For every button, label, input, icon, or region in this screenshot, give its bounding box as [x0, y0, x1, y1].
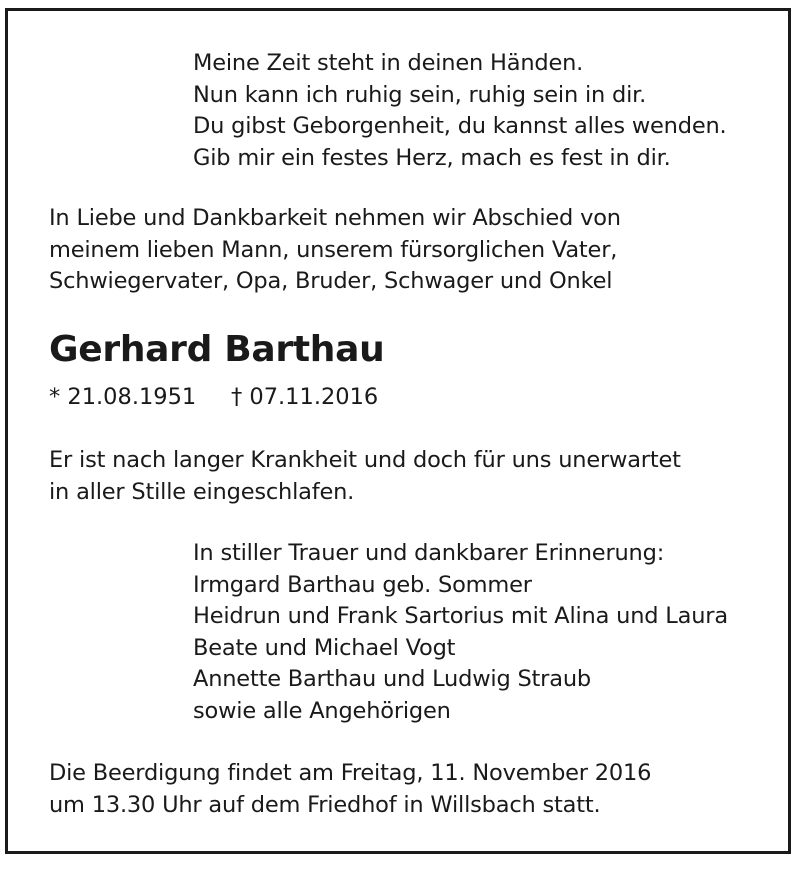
funeral-info	[49, 758, 651, 821]
poem-line: Meine Zeit steht in deinen Händen.	[193, 50, 584, 76]
farewell-line: Schwiegervater, Opa, Bruder, Schwager und Onkel	[49, 268, 613, 294]
deceased-name: Gerhard Barthau	[49, 329, 385, 370]
farewell-text	[49, 203, 621, 298]
passing-text	[49, 445, 681, 508]
poem-verse	[193, 48, 726, 174]
birth-date: * 21.08.1951	[49, 384, 197, 410]
poem-line: Du gibst Geborgenheit, du kannst alles wenden.	[193, 113, 727, 139]
mourner-name: Beate und Michael Vogt	[193, 634, 456, 661]
funeral-line: Die Beerdigung findet am Freitag, 11. November 2016	[49, 760, 652, 786]
farewell-line: meinem lieben Mann, unserem fürsorglichen Vater,	[49, 236, 618, 263]
poem-line: Gib mir ein festes Herz, mach es fest in dir.	[193, 144, 671, 171]
mourners-intro: In stiller Trauer und dankbarer Erinnerung:	[193, 540, 665, 566]
mourner-name: sowie alle Angehörigen	[193, 697, 451, 724]
passing-line: in aller Stille eingeschlafen.	[49, 478, 355, 505]
passing-line: Er ist nach langer Krankheit und doch für uns unerwartet	[49, 447, 681, 473]
mourners-list	[193, 538, 728, 727]
mourner-name: Heidrun und Frank Sartorius mit Alina und Laura	[193, 603, 728, 629]
farewell-line: In Liebe und Dankbarkeit nehmen wir Abschied von	[49, 205, 621, 231]
mourner-name: Irmgard Barthau geb. Sommer	[193, 571, 532, 598]
poem-line: Nun kann ich ruhig sein, ruhig sein in dir.	[193, 81, 647, 108]
mourner-name: Annette Barthau und Ludwig Straub	[193, 666, 591, 692]
death-date: † 07.11.2016	[231, 384, 379, 410]
life-dates	[49, 382, 379, 414]
funeral-line: um 13.30 Uhr auf dem Friedhof in Willsbach statt.	[49, 791, 601, 818]
